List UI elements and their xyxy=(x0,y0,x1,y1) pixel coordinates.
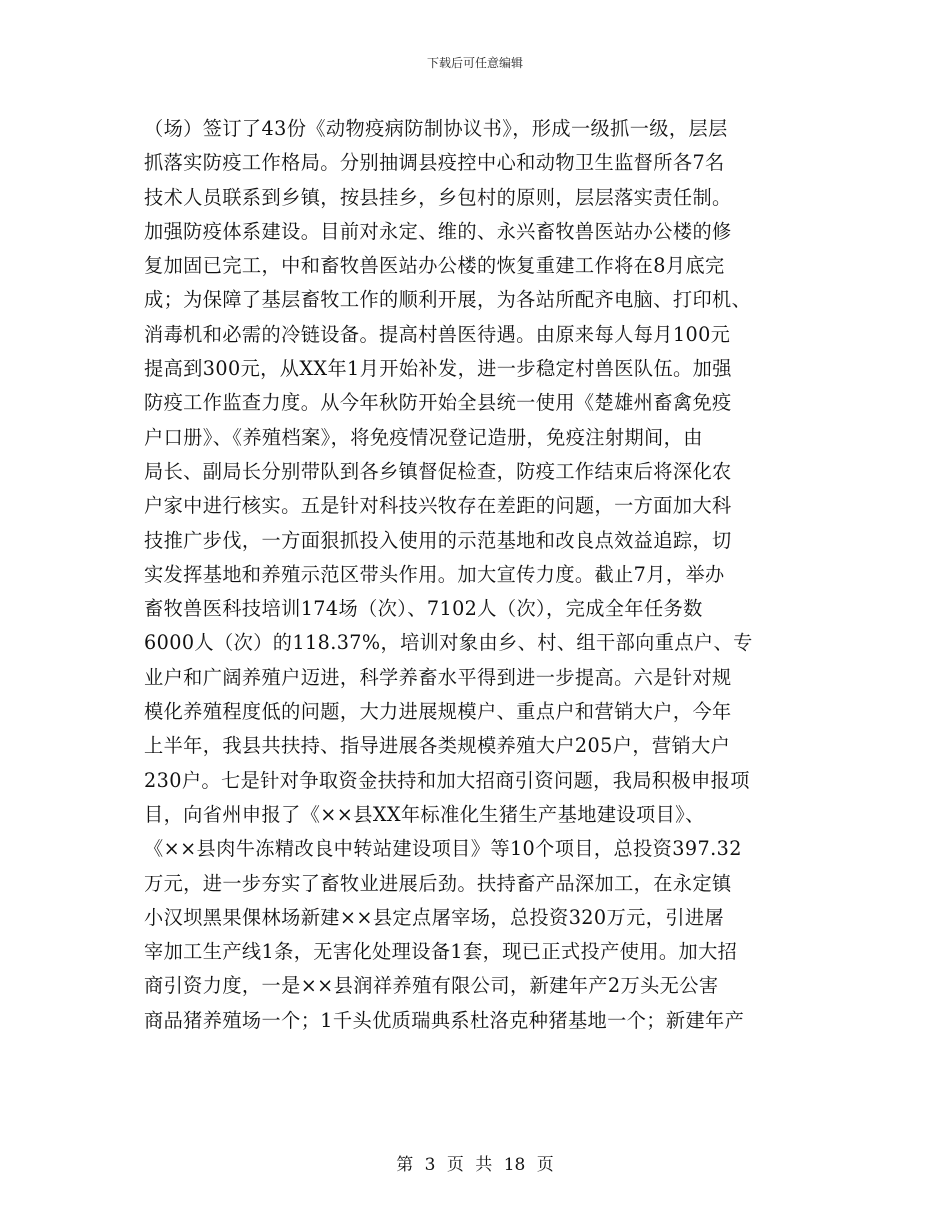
page-header: 下载后可任意编辑 xyxy=(426,56,523,70)
text-line: 防疫工作监查力度。从今年秋防开始全县统一使用《楚雄州畜禽免疫 xyxy=(144,391,732,415)
text-line: 加强防疫体系建设。目前对永定、维的、永兴畜牧兽医站办公楼的修 xyxy=(144,219,732,243)
text-line: 局长、副局长分别带队到各乡镇督促检查，防疫工作结束后将深化农 xyxy=(144,459,732,483)
text-line: 230户。七是针对争取资金扶持和加大招商引资问题，我局积极申报项 xyxy=(144,768,750,792)
body-paragraph xyxy=(144,112,834,1038)
text-line: 模化养殖程度低的问题，大力进展规模户、重点户和营销大户，今年 xyxy=(144,700,732,724)
text-line: 小汉坝黑果倮林场新建××县定点屠宰场，总投资320万元，引进屠 xyxy=(144,905,725,929)
text-line: 6000人（次）的118.37%，培训对象由乡、村、组干部向重点户、专 xyxy=(144,631,753,655)
text-line: 户家中进行核实。五是针对科技兴牧存在差距的问题，一方面加大科 xyxy=(144,494,732,518)
text-line: 万元，进一步夯实了畜牧业进展后劲。扶持畜产品深加工，在永定镇 xyxy=(144,871,732,895)
text-line: 商品猪养殖场一个；1千头优质瑞典系杜洛克种猪基地一个；新建年产 xyxy=(144,1008,745,1032)
text-line: 抓落实防疫工作格局。分别抽调县疫控中心和动物卫生监督所各7名 xyxy=(144,151,725,175)
text-line: 《××县肉牛冻精改良中转站建设项目》等10个项目，总投资397.32 xyxy=(144,837,742,861)
text-line: 成；为保障了基层畜牧工作的顺利开展，为各站所配齐电脑、打印机、 xyxy=(144,288,752,312)
text-line: 业户和广阔养殖户迈进，科学养畜水平得到进一步提高。六是针对规 xyxy=(144,665,732,689)
text-line: 技推广步伐，一方面狠抓投入使用的示范基地和改良点效益追踪，切 xyxy=(144,528,732,552)
text-line: （场）签订了43份《动物疫病防制协议书》，形成一级抓一级，层层 xyxy=(144,117,728,140)
text-line: 技术人员联系到乡镇，按县挂乡，乡包村的原则，层层落实责任制。 xyxy=(144,185,732,209)
text-line: 商引资力度，一是××县润祥养殖有限公司，新建年产2万头无公害 xyxy=(144,974,719,998)
text-line: 复加固已完工，中和畜牧兽医站办公楼的恢复重建工作将在8月底完 xyxy=(144,254,725,278)
text-line: 消毒机和必需的冷链设备。提高村兽医待遇。由原来每人每月100元 xyxy=(144,322,731,346)
text-line: 畜牧兽医科技培训174场（次）、7102人（次），完成全年任务数 xyxy=(144,597,703,621)
text-line: 提高到300元，从XX年1月开始补发，进一步稳定村兽医队伍。加强 xyxy=(144,357,732,381)
text-line: 上半年，我县共扶持、指导进展各类规模养殖大户205户，营销大户 xyxy=(144,734,731,758)
text-line: 户口册》、《养殖档案》，将免疫情况登记造册，免疫注射期间，由 xyxy=(144,425,703,449)
page-number-footer: 第 3 页 共 18 页 xyxy=(396,1155,554,1175)
text-line: 目，向省州申报了《××县XX年标准化生猪生产基地建设项目》、 xyxy=(144,802,705,826)
text-line: 实发挥基地和养殖示范区带头作用。加大宣传力度。截止7月，举办 xyxy=(144,562,725,586)
text-line: 宰加工生产线1条，无害化处理设备1套，现已正式投产使用。加大招 xyxy=(144,940,738,964)
